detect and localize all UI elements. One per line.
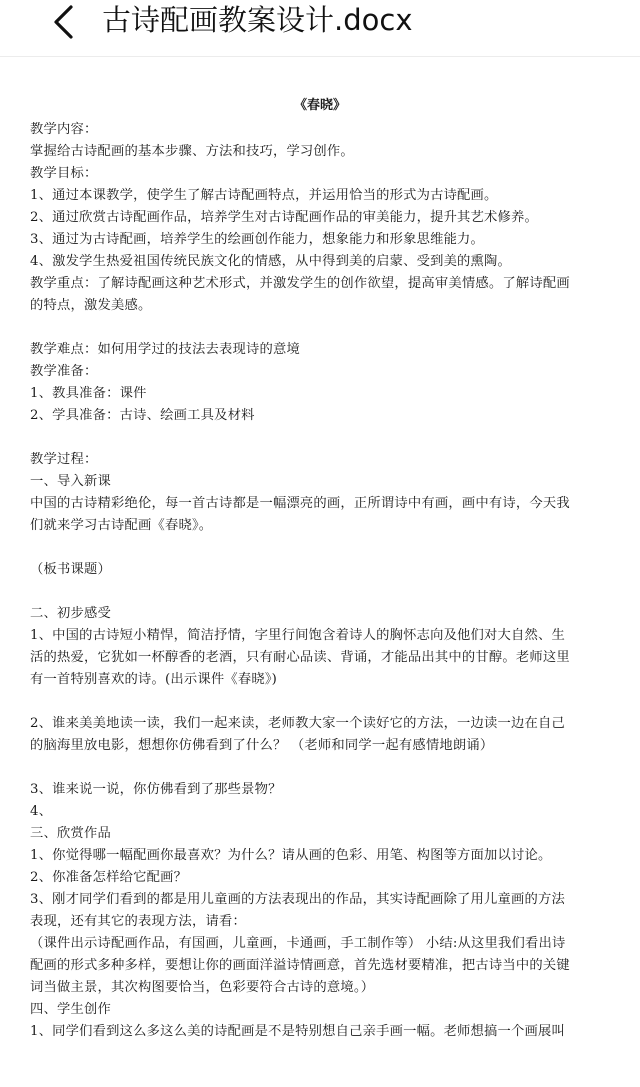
document-line: 一、导入新课 bbox=[30, 474, 111, 489]
document-line: 4、激发学生热爱祖国传统民族文化的情感，从中得到美的启蒙、受到美的熏陶。 bbox=[30, 254, 512, 269]
document-line: 词当做主景，其次构图要恰当，色彩要符合古诗的意境。） bbox=[30, 980, 375, 995]
back-button[interactable] bbox=[44, 2, 84, 42]
document-line: 中国的古诗精彩绝伦，每一首古诗都是一幅漂亮的画，正所谓诗中有画，画中有诗，今天我 bbox=[30, 496, 570, 511]
document-line: 有一首特别喜欢的诗。(出示课件《春晓》) bbox=[30, 672, 278, 687]
document-line: 2、学具准备：古诗、绘画工具及材料 bbox=[30, 408, 255, 423]
document-line: 4、 bbox=[30, 804, 53, 819]
document-line: 1、同学们看到这么多这么美的诗配画是不是特别想自己亲手画一幅。老师想搞一个画展叫 bbox=[30, 1024, 566, 1039]
document-line: 1、中国的古诗短小精悍，简洁抒情，字里行间饱含着诗人的胸怀志向及他们对大自然、生 bbox=[30, 628, 566, 643]
header-divider bbox=[0, 56, 640, 57]
document-line: 1、教具准备：课件 bbox=[30, 386, 147, 401]
document-line: 2、谁来美美地读一读，我们一起来读，老师教大家一个读好它的方法，一边读一边在自己 bbox=[30, 716, 566, 731]
document-line: 四、学生创作 bbox=[30, 1002, 111, 1017]
document-line: 的特点，激发美感。 bbox=[30, 298, 152, 313]
document-line: （课件出示诗配画作品，有国画，儿童画，卡通画，手工制作等） 小结:从这里我们看出诗 bbox=[30, 936, 566, 951]
document-line: 3、刚才同学们看到的都是用儿童画的方法表现出的作品，其实诗配画除了用儿童画的方法 bbox=[30, 892, 566, 907]
document-line: 3、谁来说一说，你仿佛看到了那些景物？ bbox=[30, 782, 282, 797]
chevron-left-icon bbox=[51, 4, 77, 40]
document-line: 二、初步感受 bbox=[30, 606, 111, 621]
document-line: 们就来学习古诗配画《春晓》。 bbox=[30, 518, 213, 533]
document-heading: 《春晓》 bbox=[293, 98, 346, 113]
document-line: 教学重点：了解诗配画这种艺术形式，并激发学生的创作欲望，提高审美情感。了解诗配画 bbox=[30, 276, 570, 291]
document-line: 掌握给古诗配画的基本步骤、方法和技巧，学习创作。 bbox=[30, 144, 354, 159]
document-line: 1、你觉得哪一幅配画你最喜欢？为什么？请从画的色彩、用笔、构图等方面加以讨论。 bbox=[30, 848, 552, 863]
document-line: 教学难点：如何用学过的技法去表现诗的意境 bbox=[30, 342, 300, 357]
document-line: 2、你准备怎样给它配画？ bbox=[30, 870, 188, 885]
document-line: 三、欣赏作品 bbox=[30, 826, 111, 841]
file-title: 古诗配画教案设计.docx bbox=[102, 3, 413, 37]
document-line: （板书课题） bbox=[30, 562, 111, 577]
document-line: 表现，还有其它的表现方法，请看： bbox=[30, 914, 246, 929]
document-line: 的脑海里放电影，想想你仿佛看到了什么？ （老师和同学一起有感情地朗诵） bbox=[30, 738, 494, 753]
document-line: 教学内容： bbox=[30, 122, 98, 137]
document-line: 2、通过欣赏古诗配画作品，培养学生对古诗配画作品的审美能力，提升其艺术修养。 bbox=[30, 210, 539, 225]
document-line: 活的热爱，它犹如一杯醇香的老酒，只有耐心品读、背诵，才能品出其中的甘醇。老师这里 bbox=[30, 650, 570, 665]
document-line: 教学准备： bbox=[30, 364, 98, 379]
app-header bbox=[0, 0, 640, 50]
document-line: 教学过程： bbox=[30, 452, 98, 467]
document-line: 教学目标： bbox=[30, 166, 98, 181]
document-line: 3、通过为古诗配画，培养学生的绘画创作能力，想象能力和形象思维能力。 bbox=[30, 232, 485, 247]
document-line: 配画的形式多种多样，要想让你的画面洋溢诗情画意，首先选材要精准，把古诗当中的关键 bbox=[30, 958, 570, 973]
document-line: 1、通过本课教学，使学生了解古诗配画特点，并运用恰当的形式为古诗配画。 bbox=[30, 188, 498, 203]
